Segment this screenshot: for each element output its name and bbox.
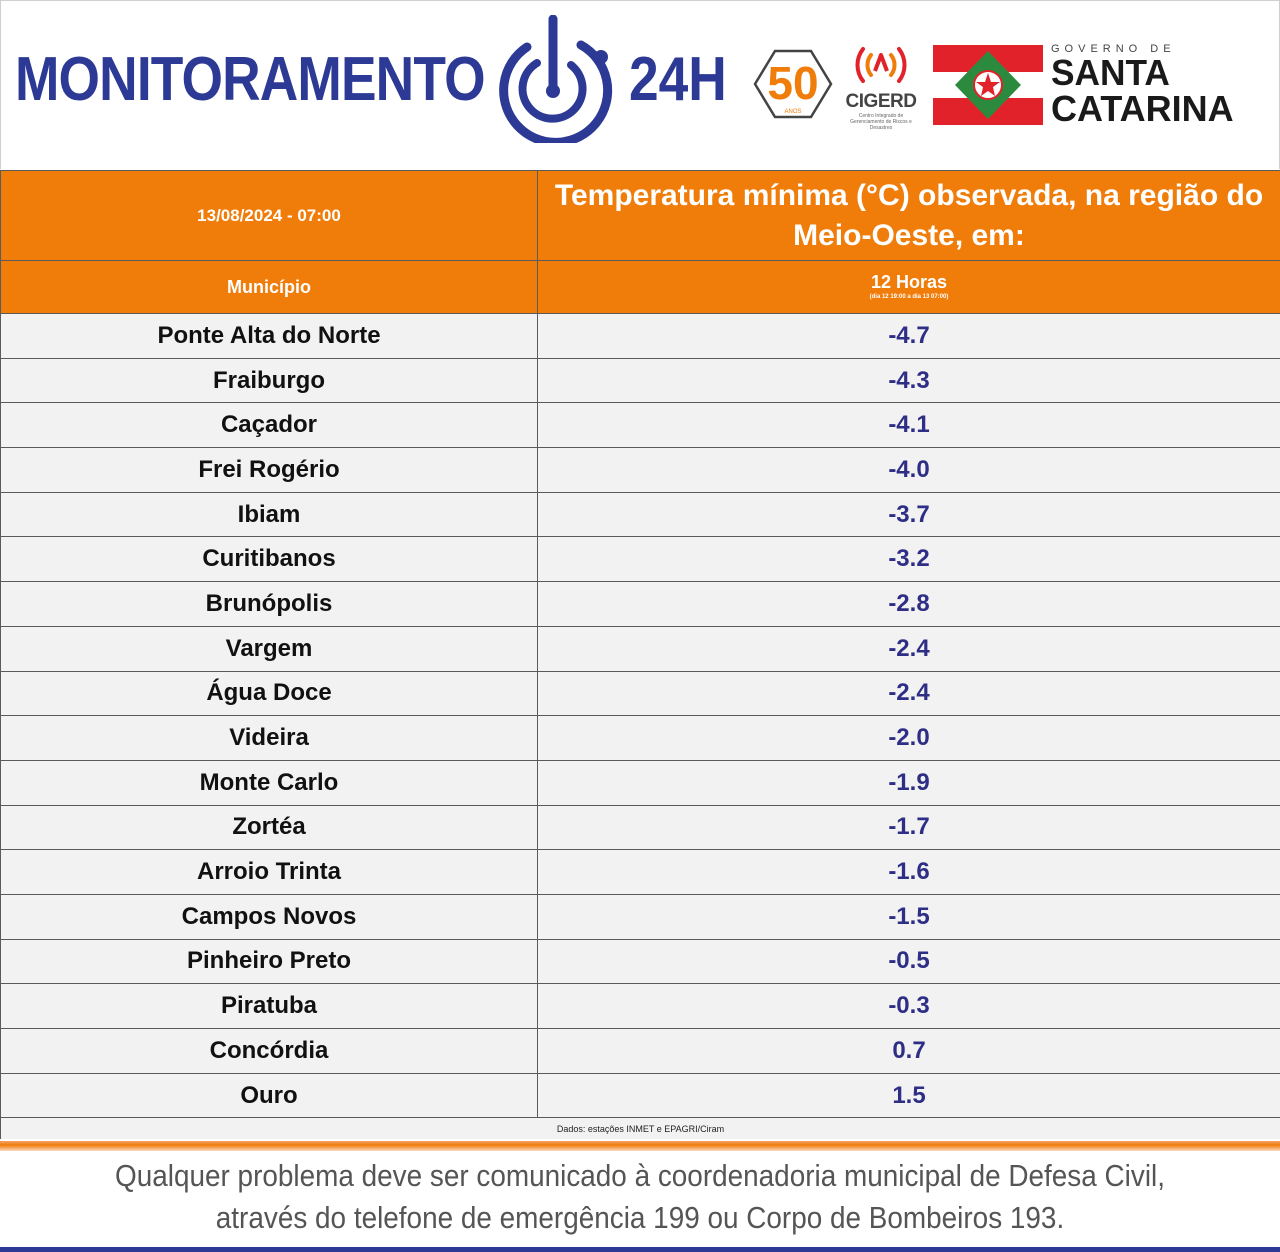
temperature-value: -3.7 <box>538 492 1280 537</box>
column-header-row <box>1 261 1280 314</box>
table-row <box>1 716 1280 761</box>
municipality-name: Videira <box>1 716 538 761</box>
municipality-name: Água Doce <box>1 671 538 716</box>
municipality-name: Ponte Alta do Norte <box>1 314 538 359</box>
table-row <box>1 1029 1280 1074</box>
temperature-value: -4.1 <box>538 403 1280 448</box>
table-row <box>1 1073 1280 1118</box>
temperature-value: -2.8 <box>538 582 1280 627</box>
monitoring-dial-icon <box>497 15 617 143</box>
municipality-name: Campos Novos <box>1 894 538 939</box>
table-row <box>1 582 1280 627</box>
temperature-value: -1.7 <box>538 805 1280 850</box>
brand-title: MONITORAMENTO <box>15 45 485 114</box>
temperature-value: -1.6 <box>538 850 1280 895</box>
table-row <box>1 894 1280 939</box>
cigerd-subtitle: Centro Integrado de Gerenciamento de Riscos e Desastres <box>850 113 912 131</box>
santa-catarina-flag-icon <box>933 45 1043 125</box>
municipality-name: Piratuba <box>1 984 538 1029</box>
temperature-table <box>0 170 1280 1139</box>
table-row <box>1 984 1280 1029</box>
municipality-name: Arroio Trinta <box>1 850 538 895</box>
state-name-line2: CATARINA <box>1051 88 1234 129</box>
municipality-name: Pinheiro Preto <box>1 939 538 984</box>
temperature-value: 0.7 <box>538 1029 1280 1074</box>
footer-notice <box>0 1152 1280 1252</box>
column-header-municipio: Município <box>1 261 538 314</box>
table-row <box>1 626 1280 671</box>
table-row <box>1 850 1280 895</box>
period-range: (dia 12 19:00 a dia 13 07:00) <box>869 294 949 300</box>
temperature-value: -1.9 <box>538 760 1280 805</box>
data-source-note: Dados: estações INMET e EPAGRI/Ciram <box>1 1118 1280 1140</box>
brand-24h: 24H <box>629 45 727 114</box>
cigerd-name: CIGERD <box>845 91 917 112</box>
temperature-value: -3.2 <box>538 537 1280 582</box>
temperature-value: -4.0 <box>538 448 1280 493</box>
orange-divider <box>0 1141 1280 1151</box>
municipality-name: Curitibanos <box>1 537 538 582</box>
municipality-name: Ouro <box>1 1073 538 1118</box>
municipality-name: Caçador <box>1 403 538 448</box>
state-name-line1: SANTA <box>1051 52 1170 93</box>
bottom-blue-bar <box>0 1247 1280 1252</box>
temperature-value: -0.5 <box>538 939 1280 984</box>
table-row <box>1 448 1280 493</box>
period-label: 12 Horas <box>870 272 948 292</box>
municipality-name: Fraiburgo <box>1 358 538 403</box>
temperature-value: -2.0 <box>538 716 1280 761</box>
logo50-number: 50 <box>767 57 819 109</box>
header-banner <box>0 0 1280 169</box>
municipality-name: Monte Carlo <box>1 760 538 805</box>
temperature-value: -0.3 <box>538 984 1280 1029</box>
temperature-value: -1.5 <box>538 894 1280 939</box>
temperature-value: -4.7 <box>538 314 1280 359</box>
municipality-name: Vargem <box>1 626 538 671</box>
table-header-row <box>1 171 1280 261</box>
temperature-value: -2.4 <box>538 671 1280 716</box>
table-row <box>1 939 1280 984</box>
column-header-period <box>538 261 1280 314</box>
table-row <box>1 537 1280 582</box>
municipality-name: Zortéa <box>1 805 538 850</box>
table-body <box>1 314 1280 1118</box>
signal-waves-icon <box>841 41 921 89</box>
table-row <box>1 492 1280 537</box>
table-row <box>1 314 1280 359</box>
temperature-value: 1.5 <box>538 1073 1280 1118</box>
logo50-sub: ANOS <box>784 109 802 115</box>
temperature-value: -2.4 <box>538 626 1280 671</box>
observation-datetime: 13/08/2024 - 07:00 <box>1 171 538 261</box>
municipality-name: Frei Rogério <box>1 448 538 493</box>
table-row <box>1 805 1280 850</box>
table-row <box>1 403 1280 448</box>
government-label: GOVERNO DE <box>1051 43 1176 55</box>
municipality-name: Brunópolis <box>1 582 538 627</box>
municipality-name: Concórdia <box>1 1029 538 1074</box>
table-row <box>1 671 1280 716</box>
footer-line-2: através do telefone de emergência 199 ou Corpo de Bombeiros 193. <box>215 1200 1065 1235</box>
table-title: Temperatura mínima (°C) observada, na região do Meio-Oeste, em: <box>538 171 1280 261</box>
temperature-value: -4.3 <box>538 358 1280 403</box>
table-row <box>1 358 1280 403</box>
municipality-name: Ibiam <box>1 492 538 537</box>
anniversary-50-logo <box>753 49 833 119</box>
footer-line-1: Qualquer problema deve ser comunicado à coordenadoria municipal de Defesa Civil, <box>115 1158 1165 1193</box>
source-row <box>1 1118 1280 1140</box>
cigerd-logo <box>841 41 921 131</box>
table-row <box>1 760 1280 805</box>
